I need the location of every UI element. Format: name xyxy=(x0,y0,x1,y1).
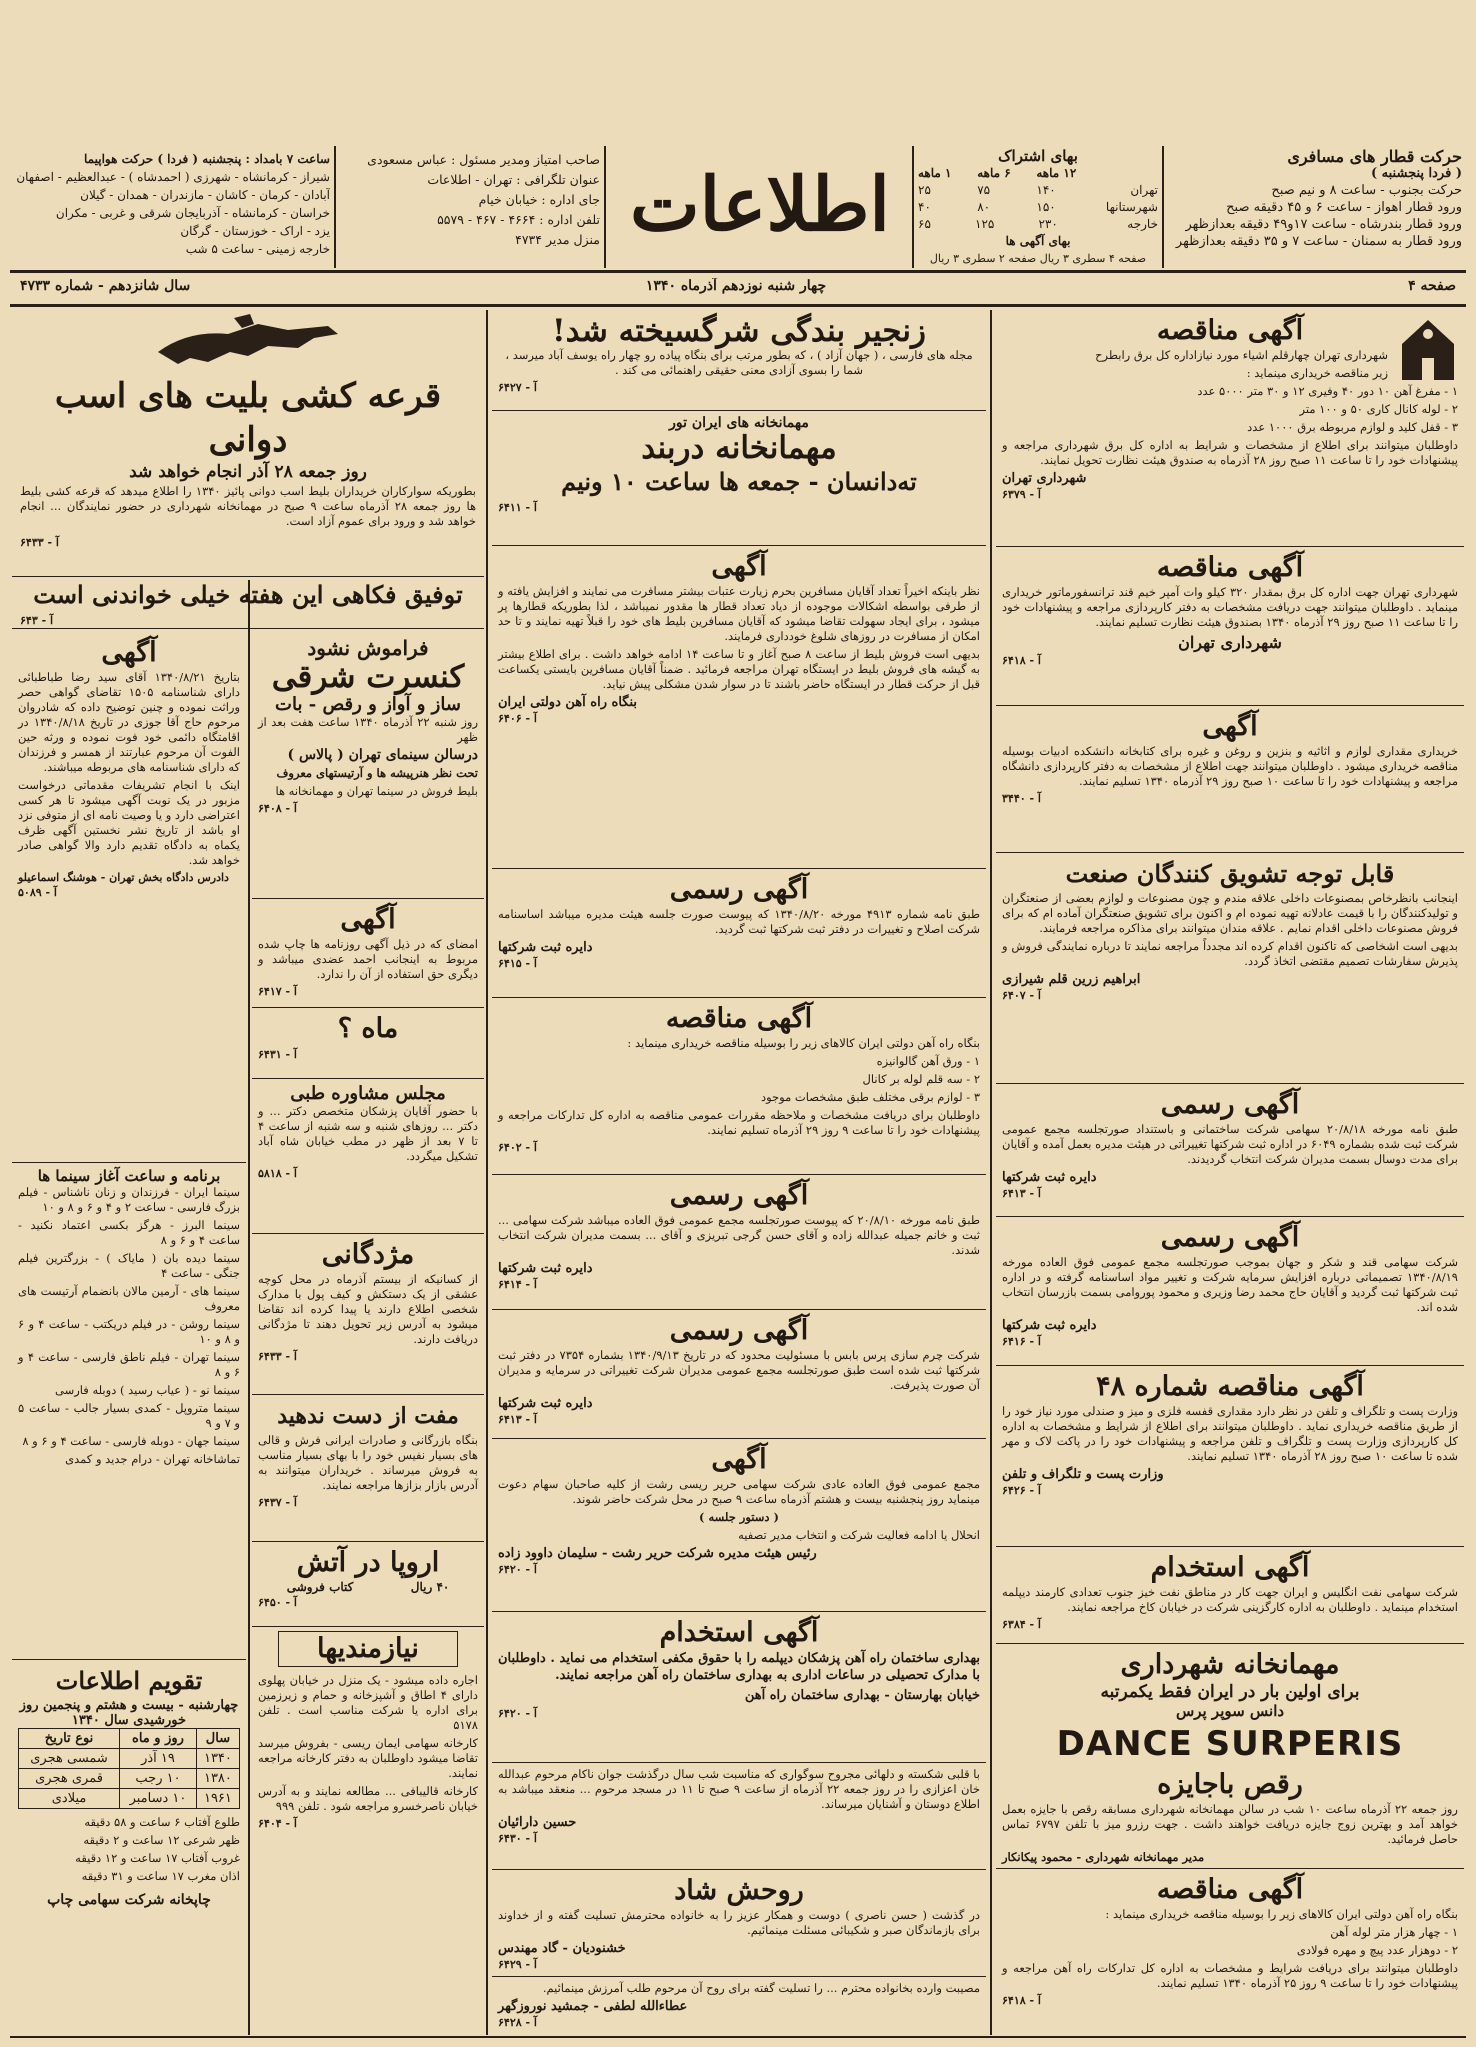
calendar-cell: ۱۹ آذر xyxy=(120,1749,197,1769)
cinema-line: سینما روشن - در فیلم دریکتب - ساعت ۴ و ۶ و ۸ و ۱۰ xyxy=(18,1317,240,1346)
cinema-line: سینما ایران - فرزندان و زنان ناشناس - فیلم بزرگ فارسی - ساعت ۲ و ۴ و ۶ و ۸ و ۱۰ xyxy=(18,1185,240,1214)
ad-line: مصیبت وارده بخانواده محترم ... را تسلیت گفته برای روح آن مرحوم طلب آمرزش مینمائیم. xyxy=(542,1981,980,1995)
cinema-line: سینما متروپل - کمدی بسیار جالب - ساعت ۵ و ۷ و ۹ xyxy=(18,1401,240,1430)
sub-col: ۱۲ ماهه xyxy=(1036,166,1077,180)
right-column xyxy=(996,310,1464,2035)
chain-title: زنجیر بندگی شرگسیخته شد! xyxy=(552,313,926,349)
train-line: ورود قطار بندرشاه - ساعت ۱۷و۴۹ دقیقه بعدازظهر xyxy=(1185,217,1462,232)
dance-sub-2: دانس سوپر پرس xyxy=(1175,1702,1285,1720)
hotel-line: تەدانسان - جمعه ها ساعت ۱۰ ونیم xyxy=(561,467,917,496)
cinema-listings xyxy=(12,1163,246,1660)
sub-val: ۲۵ xyxy=(918,183,931,197)
publisher-line: جای اداره : خیابان خیام xyxy=(478,192,600,207)
sale-title: مفت از دست ندهید xyxy=(277,1403,459,1429)
subscription-box xyxy=(918,148,1158,266)
employment-ad xyxy=(996,1547,1464,1644)
ad-line: زیر مناقصه خریداری مینماید : xyxy=(1246,366,1388,380)
cinema-line: تماشاخانه تهران - درام جدید و کمدی xyxy=(65,1452,240,1466)
year-line: سال شانزدهم - شماره ۴۷۳۳ xyxy=(20,278,191,294)
ad-line: ۲ - دوهزار عدد پیچ و مهره فولادی xyxy=(1296,1943,1458,1957)
ad-body xyxy=(1002,1122,1458,1167)
calendar-title: تقویم اطلاعات xyxy=(55,1666,203,1695)
dance-ad xyxy=(996,1644,1464,1869)
racehorse-icon xyxy=(138,312,358,372)
sub-col: ۱ ماهه xyxy=(918,166,952,180)
ad-body xyxy=(258,1272,478,1347)
municipality-emblem-icon xyxy=(1396,314,1460,384)
lottery-sub: روز جمعه ۲۸ آذر انجام خواهد شد xyxy=(129,462,367,482)
ad-code: آ - ۶۴۱۸ xyxy=(1002,1994,1041,2007)
clinic-ad xyxy=(252,1079,484,1234)
ad-body xyxy=(258,937,478,982)
ad-line: شرکت سهامی نفت انگلیس و ایران جهت کار در مناطق نفت خیز جنوب تعدادی کارمند دیپلمه استخدام مینماید . داوطلبان به اداره کارگزینی شرکت در خیابان کاخ مراجعه نمایند. xyxy=(1002,1585,1458,1614)
calendar-note: ظهر شرعی ۱۲ ساعت و ۲ دقیقه xyxy=(83,1833,240,1847)
ad-code: آ - ۶۴۲۰ xyxy=(498,1707,537,1720)
tender-title: آگهی مناقصه xyxy=(1156,1874,1304,1905)
ad-code: آ - ۶۴۲۶ xyxy=(1002,1484,1041,1497)
calendar-cell: ۱۹۶۱ xyxy=(196,1789,239,1809)
departure-line: یزد - اراک - خوزستان - گرگان xyxy=(180,224,330,238)
ad-body xyxy=(12,482,484,534)
ad-body xyxy=(18,670,240,868)
calendar-cell: ۱۰ دسامبر xyxy=(120,1789,197,1809)
ad-line: بنگاه راه آهن دولتی ایران کالاهای زیر را بوسیله مناقصه خریداری مینماید : xyxy=(627,1036,980,1050)
ad-signature: وزارت پست و تلگراف و تلفن xyxy=(1002,1467,1164,1482)
notice-title: آگهی xyxy=(711,551,767,582)
ad-code: آ - ۶۳۸۴ xyxy=(1002,1618,1041,1631)
classified-item: کارخانه سهامی ایمان ریسی - بفروش میرسد تقاضا میشود داوطلبان به دفتر کارخانه مراجعه نمایند. xyxy=(258,1736,478,1780)
sub-val: ۱۴۰ xyxy=(1036,183,1056,197)
ad-body xyxy=(498,907,980,937)
sub-val: ۱۲۵ xyxy=(975,217,995,231)
official-ad-5 xyxy=(996,1084,1464,1217)
ad-body xyxy=(498,1213,980,1258)
ad-code: آ - ۶۴۳۷ xyxy=(258,1496,297,1509)
ad-line: ۱ - چهار هزار متر لوله آهن xyxy=(1330,1925,1458,1939)
ad-line: شرکت چرم سازی پرس بابس با مسئولیت محدود که در تاریخ ۱۳۴۰/۹/۱۳ بشماره ۷۳۵۴ در دفتر ثبت شرکتها ثبت شده است طبق صورتجلسه مجمع عمومی مدیران شرکت تغییراتی در سرمایه و مدیران آن صورت پذیرفت. xyxy=(498,1348,980,1392)
inheritance-notice xyxy=(12,632,246,1163)
ad-line: اینجانب بانظرخاص بمصنوعات داخلی علاقه مندم و چون مصنوعات و لوازم بعضی از صنعتگران و تولیدکنندگان را با قیمت عادلانه تهیه نموده ام و اکنون برای تشویق صنعتگران آماده ام که برای فروش مصنوعات داخلی اقدام نمایم . علاقه مندان میتوانند برای مذاکره مراجعه فرمایند. xyxy=(1002,891,1458,935)
calendar-cell: ۱۰ رجب xyxy=(120,1769,197,1789)
ad-line: از کسانیکه از بیستم آذرماه در محل کوچه عشقی از یک دستکش و کیف پول با مدارک شخصی اطلاع دارند یا پیدا کرده اند تقاضا میشود به آدرس زیر تحویل دهند تا مژدگانی دریافت دارند. xyxy=(258,1272,478,1346)
cinema-title: برنامه و ساعت آغاز سینما ها xyxy=(37,1167,221,1185)
ad-body xyxy=(258,1104,478,1164)
publisher-line: عنوان تلگرافی : تهران - اطلاعات xyxy=(427,172,600,187)
ad-signature: رئیس هیئت مدیره شرکت حریر رشت - سلیمان داوود زاده xyxy=(498,1546,817,1561)
ad-code: آ - ۳۴۴۰ xyxy=(1002,792,1041,805)
ad-signature: عطاءالله لطفی - جمشید نوروزگهر xyxy=(498,1999,688,2014)
hotel-sub: مهمانخانه های ایران تور xyxy=(669,415,809,431)
ad-body xyxy=(498,1767,980,1812)
sub-place: تهران xyxy=(1130,183,1158,197)
ad-line: شهرداری تهران جهت اداره کل برق بمقدار ۳۲۰ کیلو وات آمپر خیم قند ترانسفورماتور خریداری مینماید . داوطلبان میتوانند جهت دریافت مشخصات به دفتر کارپردازی مراجعه و پیشنهادات خود را تا ساعت ۱۱ صبح روز ۲۹ آذرماه ۱۳۴۰ بصندوق هیئت نظارت تسلیم نمایند. xyxy=(1002,585,1459,629)
official-title: آگهی رسمی xyxy=(1160,1222,1300,1253)
ad-code: آ - ۶۴۱۳ xyxy=(498,1413,537,1426)
ad-signature: دایره ثبت شرکتها xyxy=(1002,1170,1097,1185)
classified-item: کارخانه قالیبافی ... مطالعه نمایند و به آدرس خیابان ناصرخسرو مراجعه شود . تلفن ۹۹۹ xyxy=(258,1784,478,1813)
ad-code: آ - ۶۴۲۹ xyxy=(498,1958,537,1971)
departure-line: خارجه زمینی - ساعت ۵ شب xyxy=(185,242,330,256)
ad-line: با حضور آقایان پزشکان متخصص دکتر ... و دکتر ... روزهای شنبه و سه شنبه از ساعت ۴ تا ۷ بعد از ظهر در مطب خیابان شاه آباد تشکیل میگردد. xyxy=(258,1104,478,1163)
sub-val: ۷۵ xyxy=(977,183,991,197)
notice-title: آگهی xyxy=(1202,711,1258,742)
official-ad-m4 xyxy=(492,1175,986,1310)
ad-code: آ - ۶۴۵۰ xyxy=(258,1596,297,1609)
publisher-box xyxy=(340,150,600,262)
reward-ad xyxy=(252,1234,484,1395)
notice-title: آگهی xyxy=(711,1444,767,1475)
ad-line: بطوریکه سوارکاران خریداران بلیط اسب دوانی پائیز ۱۳۴۰ را اطلاع میدهد که قرعه کشی بلیط ها روز جمعه ۲۸ آذرماه ساعت ۹ صبح در مهمانخانه شهرداری در حضور نمایندگان ... انجام خواهد شد و ورود برای عموم آزاد است. xyxy=(20,484,477,528)
ad-body xyxy=(258,1433,478,1493)
ad-signature: حسین دارائیان xyxy=(498,1815,577,1830)
sub-place: شهرستانها xyxy=(1105,200,1158,214)
date-line: چهار شنبه نوزدهم آذرماه ۱۳۴۰ xyxy=(645,278,827,294)
cinema-line: سینما البرز - هرگز بکسی اعتماد نکنید - ساعت ۴ و ۶ و ۸ xyxy=(18,1218,240,1247)
concert-sub: ساز و آواز و رقص - بات xyxy=(275,694,461,715)
ad-signature: خشنودیان - گاد مهندس xyxy=(498,1941,626,1956)
ad-line: خیابان بهارستان - بهداری ساختمان راه آهن xyxy=(744,1688,980,1703)
ad-line: شهرداری تهران چهارقلم اشیاء مورد نیازاداره کل برق رابطرح xyxy=(1095,348,1388,362)
ad-body xyxy=(498,1908,980,1938)
notice-title: آگهی xyxy=(340,904,396,935)
printer-line: چاپخانه شرکت سهامی چاپ xyxy=(47,1892,211,1908)
official-title: آگهی رسمی xyxy=(669,1315,809,1346)
ad-signature: ابراهیم زرین قلم شیرازی xyxy=(1002,972,1141,987)
ad-signature: دادرس دادگاه بخش تهران - هوشنگ اسماعیلو xyxy=(18,871,229,884)
book-price: ۴۰ ریال xyxy=(410,1580,450,1594)
ad-line: وزارت پست و تلگراف و تلفن در نظر دارد مقداری قفسه فلزی و میز و صندلی مورد نیاز خود را از طریق مناقصه خریداری نماید . داوطلبان میتوانند برای اطلاع از شرایط و مشخصات به اداره کل کارپردازی وزارت پست و تلگراف و تلفن مراجعه و پیشنهادات خود را در پاکت لاک و مهر شده تا ساعت ۱۰ صبح روز ۲۸ آذرماه ۱۳۴۰ تسلیم نمایند. xyxy=(1002,1404,1458,1463)
tender-ad-m3 xyxy=(492,998,986,1175)
calendar-head: روز و ماه xyxy=(120,1729,197,1749)
calendar-cell: شمسی هجری xyxy=(19,1749,120,1769)
tender-title: آگهی مناقصه شماره ۴۸ xyxy=(1096,1371,1364,1402)
tender-title: آگهی مناقصه xyxy=(1156,315,1304,346)
employment-title: آگهی استخدام xyxy=(1150,1552,1310,1583)
calendar-note: غروب آفتاب ۱۷ ساعت و ۱۲ دقیقه xyxy=(75,1851,240,1865)
ad-line: روز جمعه ۲۲ آذرماه ساعت ۱۰ شب در سالن مهمانخانه شهرداری مسابقه رقص با جایزه بعمل خواهد آمد و بهترین زوج جایزه دریافت خواهند داشت . جهت رزرو میز با تلفن ۶۷۹۷ تماس حاصل فرمائید. xyxy=(1002,1802,1459,1846)
train-line: ورود قطار به سمنان - ساعت ۷ و ۳۵ دقیقه بعدازظهر xyxy=(1175,234,1462,249)
concert-ad xyxy=(252,632,484,899)
train-line: ورود قطار اهواز - ساعت ۶ و ۴۵ دقیقه صبح xyxy=(1226,200,1462,215)
ad-signature: دایره ثبت شرکتها xyxy=(498,1396,593,1411)
calendar-head: نوع تاریخ xyxy=(19,1729,120,1749)
ad-line: ۳ - قفل کلید و لوازم مربوطه برق ۱۰۰۰ عدد xyxy=(1247,420,1458,434)
ad-code: آ - ۶۴۱۵ xyxy=(498,957,537,970)
ad-signature: دایره ثبت شرکتها xyxy=(498,1261,593,1276)
middle-column xyxy=(492,310,986,2035)
hotel-ad xyxy=(492,411,986,546)
chain-ad xyxy=(492,310,986,411)
ad-code: آ - ۶۴۳۱ xyxy=(258,1048,297,1061)
publisher-line: صاحب امتیاز ومدیر مسئول : عباس مسعودی xyxy=(367,152,600,167)
ad-line: بنگاه راه آهن دولتی ایران کالاهای زیر را بوسیله مناقصه خریداری مینماید : xyxy=(1105,1907,1458,1921)
ad-code: آ - ۶۴۰۶ xyxy=(498,712,537,725)
ad-line: درسالن سینمای تهران ( پالاس ) xyxy=(287,747,478,763)
ad-body xyxy=(498,1036,980,1138)
ad-body xyxy=(1002,384,1458,468)
notice-ad-3 xyxy=(996,706,1464,853)
ad-signature: شهرداری تهران xyxy=(1002,471,1087,486)
ad-line: نظر باینکه اخیراً تعداد آقایان مسافرین بحرم زیارت عتبات بیشتر مسافرت می نمایند و افزایش یافته و از طرفی بواسطه اشکالات موجوده از دیاد تعداد قطار ها مقدور نمیباشد ، لذا بطوریکه قطارها پر میشود ، برای ایجاد سهولت تقاضا میشود که آقایان مسافرین بلیط های خود را قبلاً تهیه نمایند و تا حد امکان از مسافرت در روزهای شلوغ خودداری فرمایند. xyxy=(498,584,980,643)
sub-val: ۴۰ xyxy=(918,200,931,214)
dance-english-title: DANCE SURPERIS xyxy=(1056,1724,1404,1764)
ad-code: آ - ۶۴۲۰ xyxy=(498,1563,537,1576)
ad-line: طبق نامه مورخه ۲۰/۸/۱۰ که پیوست صورتجلسه مجمع عمومی فوق العاده میباشد شرکت سهامی ... ثبت و خانم جمیله عبدالله زاده و آقای حسن گرجی تبریزی و آقای ... بسمت مدیران شرکت انتخاب شدند. xyxy=(498,1213,980,1257)
ad-code: آ - ۶۴۲۸ xyxy=(498,2016,537,2029)
hotel-title: مهمانخانه دربند xyxy=(641,430,837,466)
official-title: آگهی رسمی xyxy=(669,1180,809,1211)
tender-ad-1 xyxy=(996,310,1464,547)
employment-title: آگهی استخدام xyxy=(659,1617,819,1648)
ad-code: آ - ۶۴۰۴ xyxy=(258,1817,297,1830)
industry-ad xyxy=(996,853,1464,1084)
lottery-ad xyxy=(12,310,484,577)
ad-body xyxy=(498,584,980,692)
sub-val: ۶۵ xyxy=(918,217,931,231)
publisher-line: تلفن اداره : ۴۶۶۴ - ۴۶۷ - ۵۵۷۹ xyxy=(437,212,600,227)
dance-sub: برای اولین بار در ایران فقط یکمرتبه xyxy=(1100,1682,1360,1702)
ad-code: آ - ۶۴۱۴ xyxy=(498,1278,537,1291)
ad-signature: دایره ثبت شرکتها xyxy=(1002,1318,1097,1333)
ad-line: مجله های فارسی ، ( جهان آزاد ) ، که بطور مرتب برای بنگاه پیاده رو چهار راه یوسف آباد میرسد ، شما را بسوی آزادی معنی حقیقی راهنمائی می کند . xyxy=(505,348,973,377)
cinema-line: سینما تهران - فیلم ناطق فارسی - ساعت ۴ و ۶ و ۸ xyxy=(18,1350,240,1379)
ad-body xyxy=(498,348,980,378)
ad-line: ۳ - لوازم برقی مختلف طبق مشخصات موجود xyxy=(761,1090,980,1104)
railway-notice xyxy=(492,546,986,869)
ad-code: آ - ۶۳۷۹ xyxy=(1002,488,1041,501)
ad-code: آ - ۶۴۳۳ xyxy=(20,536,59,549)
ads-price-line: صفحه ۴ سطری ۳ ریال صفحه ۲ سطری ۳ ریال xyxy=(929,252,1147,265)
train-line: حرکت بجنوب - ساعت ۸ و نیم صبح xyxy=(1271,183,1462,198)
sub-val: ۱۵۰ xyxy=(1036,200,1056,214)
departure-line: آبادان - کرمان - کاشان - مازندران - همدان - گیلان xyxy=(80,188,330,202)
ad-signature: دایره ثبت شرکتها xyxy=(498,940,593,955)
calendar-note: طلوع آفتاب ۶ ساعت و ۵۸ دقیقه xyxy=(84,1815,240,1829)
moon-ad xyxy=(252,1008,484,1079)
ad-line: با قلبی شکسته و دلهائی مجروح سوگواری که مناسبت شب سال درگذشت جوان ناکام مرحوم عبدالله خان اعزازی را در روز جمعه ۲۲ آذرماه از ساعت ۹ صبح تا ۱۱ در مسجد مرحوم ... منعقد میباشد به اطلاع دوستان و آشنایان میرساند. xyxy=(498,1767,980,1811)
notice-title: آگهی xyxy=(101,637,157,668)
ad-signature: بنگاه راه آهن دولتی ایران xyxy=(498,695,638,710)
ad-code: آ - ۶۴۱۱ xyxy=(498,501,537,514)
ad-line: در گذشت ( حسن ناصری ) دوست و همکار عزیز را به خانواده محترمش تسلیت گفته و از خداوند برای بازماندگان صبر و شکیبائی مسئلت مینمائیم. xyxy=(498,1908,980,1937)
calendar-head: سال xyxy=(196,1729,239,1749)
classifieds xyxy=(252,1627,484,1967)
joke-title: توفیق فکاهی این هفته خیلی خواندنی است xyxy=(33,580,463,609)
ad-body xyxy=(258,1673,478,1814)
mourning-ad xyxy=(492,1763,986,1870)
calendar-cell: ۱۳۸۰ xyxy=(196,1769,239,1789)
sale-ad xyxy=(252,1395,484,1542)
forget-title: فراموش نشود xyxy=(307,636,429,660)
ad-code: آ - ۵۸۱۸ xyxy=(258,1167,297,1180)
calendar-table xyxy=(18,1728,240,1809)
ad-code: آ - ۶۴۰۲ xyxy=(498,1141,537,1154)
page-label: صفحه ۴ xyxy=(1408,278,1456,294)
calendar-cell: ۱۳۴۰ xyxy=(196,1749,239,1769)
tender-ad-10 xyxy=(996,1869,1464,2029)
train-line: ( فردا پنجشنبه ) xyxy=(1370,166,1462,181)
masthead-title: اطلاعات xyxy=(630,162,890,248)
ad-line: بلیط فروش در سینما تهران و مهمانخانه ها xyxy=(275,784,478,798)
train-schedule-box xyxy=(1172,148,1462,260)
official-title: آگهی رسمی xyxy=(669,874,809,905)
ad-code: آ - ۶۴۳۰ xyxy=(498,1832,537,1845)
ad-line: ۱ - مفرغ آهن ۱۰ دور ۴۰ وفیری ۱۲ و ۳۰ متر ۵۰۰۰ عدد xyxy=(1197,384,1458,398)
ad-body xyxy=(498,1650,980,1704)
tender-title: آگهی مناقصه xyxy=(665,1003,813,1034)
ad-line: ۲ - سه قلم لوله بر کانال xyxy=(862,1072,980,1086)
ad-code: آ - ۶۴۱۸ xyxy=(1002,654,1041,667)
ad-line: داوطلبان برای دریافت مشخصات و ملاحظه مقررات عمومی مناقصه به اداره کل تدارکات مراجعه و پیشنهادات خود را تا ساعت ۹ روز ۲۹ آذرماه تسلیم نمایند. xyxy=(498,1108,980,1137)
calendar-cell: قمری هجری xyxy=(19,1769,120,1789)
condolence-ad-2 xyxy=(492,1977,986,2035)
ad-code: آ - ۶۴۰۷ xyxy=(1002,989,1041,1002)
official-ad-6 xyxy=(996,1217,1464,1366)
ad-line: امضای که در ذیل آگهی روزنامه ها چاپ شده مربوط به اینجانب احمد عضدی میباشد و دیگری حق استفاده از آن را ندارد. xyxy=(258,937,478,981)
departure-line: خراسان - کرمانشاه - آذربایجان شرقی و غربی - مکران xyxy=(55,206,330,220)
moon-title: ماه ؟ xyxy=(337,1013,399,1044)
book-title: اروپا در آتش xyxy=(296,1547,440,1578)
reward-title: مژدگانی xyxy=(321,1239,415,1270)
dance-venue-title: مهمانخانه شهرداری xyxy=(1120,1649,1340,1680)
lottery-title: قرعه کشی بلیت های اسب دوانی xyxy=(54,376,442,460)
book-seller: کتاب فروشی xyxy=(286,1580,354,1594)
industry-title: قابل توجه تشویق کنندگان صنعت xyxy=(1065,859,1395,888)
tender-ad-2 xyxy=(996,547,1464,706)
ad-line: بنگاه بازرگانی و صادرات ایرانی فرش و قالی های بسیار نفیس خود را با بهای بسیار مناسب به فروش میرساند . خریداران میتوانند به آدرس بازار بزازها مراجعه نمایند. xyxy=(258,1433,478,1492)
ad-code: آ - ۶۴۱۷ xyxy=(258,985,297,998)
sub-col: ۶ ماهه xyxy=(977,166,1011,180)
ad-line: خریداری مقداری لوازم و اثاثیه و بنزین و روغن و غیره برای کتابخانه دانشکده ادبیات بوسیله مناقصه خریداری میشود . داوطلبان میتوانند جهت اطلاع از مشخصات به دفتر کارپردازی دانشگاه مراجعه و پیشنهادات خود را تا ساعت ۱۰ صبح روز ۲۹ آذرماه ۱۳۴۰ تسلیم نمایند. xyxy=(1002,744,1458,788)
clinic-title: مجلس مشاوره طبی xyxy=(290,1083,446,1104)
ad-line: طبق نامه شماره ۴۹۱۳ مورخه ۱۳۴۰/۸/۲۰ که پیوست صورت جلسه هیئت مدیره میباشد اساسنامه شرکت اصلاح و تغییرات در دفتر ثبت شرکتها ثبت گردید. xyxy=(498,907,980,936)
ad-line: بتاریخ ۱۳۴۰/۸/۲۱ آقای سید رضا طباطبائی دارای شناسنامه ۱۵۰۵ تقاضای گواهی حصر وراثت نموده و چنین توضیح داده که شادروان مرحوم حاج آقا جوزی در تاریخ ۱۳۴۰/۸/۱۸ در اقامتگاه دائمی خود فوت نموده و ورثه حین الفوت آن مرحوم عبارتند از همسر و فرزندان که دارای شناسنامه های مربوطه میباشند. xyxy=(18,670,241,774)
calendar-note: اذان مغرب ۱۷ ساعت و ۳۱ دقیقه xyxy=(81,1869,240,1883)
left-column-a xyxy=(12,632,246,2035)
calendar-box xyxy=(12,1660,246,2030)
ad-body xyxy=(498,1477,980,1543)
train-line: حرکت قطار های مسافری xyxy=(1287,148,1462,166)
ad-line: روز شنبه ۲۲ آذرماه ۱۳۴۰ ساعت هفت بعد از ظهر xyxy=(258,715,478,744)
cinema-line: سینما های - آرمین مالان بانضمام آرتیست های معروف xyxy=(18,1284,240,1313)
left-column-b xyxy=(252,632,484,2035)
classified-item: اجاره داده میشود - یک منزل در خیابان پهلوی دارای ۴ اطاق و آشپزخانه و حمام و زیرزمین برای اداره یا شرکت مناسب است . تلفن ۵۱۷۸ xyxy=(258,1673,478,1732)
cinema-line: سینما جهان - دوبله فارسی - ساعت ۴ و ۶ و ۸ xyxy=(22,1434,240,1448)
signature-notice xyxy=(252,899,484,1008)
ad-body xyxy=(498,1981,980,1996)
ad-body xyxy=(18,1185,240,1467)
ad-line: داوطلبان میتوانند برای دریافت شرایط و مشخصات به اداره کل تدارکات راه آهن مراجعه و پیشنهادات خود را تا ساعت ۹ روز ۲۵ آذرماه ۱۳۴۰ تسلیم نمایند. xyxy=(1002,1961,1458,1990)
ad-body xyxy=(1002,1255,1458,1315)
ad-line: بدیهی است اشخاصی که تاکنون اقدام کرده اند مجدداً مراجعه نمایند تا درباره نمایندگی فروش و پذیرش سفارشات تصمیم مقتضی اتخاذ گردد. xyxy=(1002,939,1458,968)
condolence-title: روحش شاد xyxy=(674,1875,804,1906)
book-ad xyxy=(252,1542,484,1627)
ad-body xyxy=(1002,1907,1458,1991)
ad-line: ۲ - لوله کانال کاری ۵۰ و ۱۰۰ متر xyxy=(1299,402,1458,416)
meeting-ad xyxy=(492,1439,986,1612)
condolence-ad xyxy=(492,1870,986,1977)
ad-body xyxy=(1002,1585,1458,1615)
hiring-ad xyxy=(492,1612,986,1763)
classifieds-title: نیازمندیها xyxy=(278,1631,458,1667)
dance-prize-title: رقص باجایزه xyxy=(1157,1769,1303,1800)
ad-code: آ - ۵۰۸۹ xyxy=(18,886,57,899)
ad-line: اینک با انجام تشریفات مقدماتی درخواست مزبور در یک نوبت آگهی میشود تا هر کسی اعتراضی دارد و یا وصیت نامه ای از متوفی نزد او باشد از تاریخ نشر نخستین آگهی ظرف یکماه به دادگاه تقدیم دارد والا گواهی صادر خواهد شد. xyxy=(18,778,240,867)
ad-code: آ - ۶۴۰۸ xyxy=(258,802,297,815)
ad-line: ( دستور جلسه ) xyxy=(699,1510,779,1524)
ad-body xyxy=(18,1815,240,1884)
sub-val: ۲۳۰ xyxy=(1038,217,1058,231)
official-title: آگهی رسمی xyxy=(1160,1089,1300,1120)
departure-box xyxy=(12,150,330,262)
ad-body xyxy=(258,715,478,799)
ad-code: آ - ۶۴۳ xyxy=(20,614,54,627)
sub-place: خارجه xyxy=(1127,217,1158,231)
departure-line: شیراز - کرمانشاه - شهرزی ( احمدشاه ) - عبدالعظیم - اصفهان xyxy=(16,170,330,184)
concert-title: کنسرت شرقی xyxy=(271,659,465,695)
sub-val: ۸۰ xyxy=(977,200,991,214)
ad-code: آ - ۶۴۱۶ xyxy=(1002,1335,1041,1348)
ad-body xyxy=(1002,1404,1458,1464)
ad-body xyxy=(498,1348,980,1393)
ad-line: داوطلبان میتوانند برای اطلاع از مشخصات و شرایط به اداره کل برق شهرداری مراجعه و پیشنهادات خود را تا ساعت ۱۱ صبح روز ۲۸ آذرماه به صندوق هیئت نظارت تحویل نمایند. xyxy=(1002,438,1458,467)
ad-body xyxy=(1002,744,1458,789)
ads-price-title: بهای آگهی ها xyxy=(1005,234,1071,248)
ad-body xyxy=(1002,1802,1458,1847)
joke-ad xyxy=(12,578,484,629)
ad-line: بدیهی است فروش بلیط از ساعت ۸ صبح آغاز و تا ساعت ۱۴ ادامه خواهد داشت . برای اطلاع بیشتر به گیشه های فروش بلیط در ایستگاه تهران مراجعه فرمائید . ضمناً آقایان مسافرین بایستی یکساعت قبل از حرکت قطار در ایستگاه حاضر باشند تا در سوار شدن مشکلی پیش نیاید. xyxy=(498,647,980,691)
official-ad-m2 xyxy=(492,869,986,998)
cinema-line: سینما دیده بان ( مایاک ) - بزرگترین فیلم جنگی - ساعت ۴ xyxy=(18,1251,240,1280)
ad-body xyxy=(1002,585,1458,630)
subscription-title: بهای اشتراک xyxy=(998,148,1078,165)
departure-line: ساعت ۷ بامداد : پنجشنبه ( فردا ) حرکت هواپیما xyxy=(84,152,330,166)
cinema-line: سینما نو - ( عیاب رسید ) دوبله فارسی xyxy=(55,1383,240,1397)
ad-body xyxy=(1002,891,1458,969)
ad-line: تحت نظر هنرپیشه ها و آرتیستهای معروف xyxy=(276,766,478,780)
ad-line: طبق نامه مورخه ۲۰/۸/۱۸ سهامی شرکت ساختمانی و باستنداد صورتجلسه مجمع عمومی شرکت ثبت شده بشماره ۶۰۴۹ در اداره ثبت شرکتها تغییراتی در هیئت مدیره بعمل آمده و آقایان برای مدت دوسال بسمت مدیران شرکت انتخاب گردیدند. xyxy=(1002,1122,1459,1166)
tender-ad-48 xyxy=(996,1366,1464,1547)
publisher-line: منزل مدیر ۴۷۳۴ xyxy=(515,232,600,247)
ad-code: آ - ۶۴۱۳ xyxy=(1002,1187,1041,1200)
ad-line: مجمع عمومی فوق العاده عادی شرکت سهامی حریر ریسی رشت از کلیه صاحبان سهام دعوت مینماید روز پنجشنبه بیست و هشتم آذرماه ساعت ۹ صبح در محل شرکت حاضر شوند. xyxy=(498,1477,980,1506)
calendar-cell: میلادی xyxy=(19,1789,120,1809)
ad-signature: مدیر مهمانخانه شهرداری - محمود پیکانکار xyxy=(1002,1850,1205,1864)
ad-signature: شهرداری تهران xyxy=(1178,633,1282,652)
tender-title: آگهی مناقصه xyxy=(1156,552,1304,583)
ad-code: آ - ۶۴۳۳ xyxy=(258,1350,297,1363)
official-ad-m5 xyxy=(492,1310,986,1439)
ad-code: آ - ۶۴۲۷ xyxy=(498,381,537,394)
calendar-sub: چهارشنبه - بیست و هشتم و پنجمین روز خورشیدی سال ۱۳۴۰ xyxy=(19,1698,239,1728)
ad-line: انحلال یا ادامه فعالیت شرکت و انتخاب مدیر تصفیه xyxy=(738,1528,980,1542)
ad-line: شرکت سهامی قند و شکر و جهان بموجب صورتجلسه مجمع عمومی فوق العاده مورخه ۱۳۴۰/۸/۱۹ تصمیماتی درباره افزایش سرمایه شرکت و تغییر مواد اساسنامه گرفته و در اداره ثبت شرکتها ثبت گردید و آقایان حاج محمد رضا وزیری و محمود پوروامی بسمت بازرسان انتخاب شده اند. xyxy=(1002,1255,1458,1314)
ad-body xyxy=(1002,348,1388,381)
ad-line: ۱ - ورق آهن گالوانیزه xyxy=(876,1054,980,1068)
ad-line: بهداری ساختمان راه آهن پزشکان دیپلمه را با حقوق مکفی استخدام می نماید . داوطلبان با مدارک تحصیلی در ساعات اداری به بهداری ساختمان راه آهن مراجعه نمایند. xyxy=(498,1651,980,1683)
